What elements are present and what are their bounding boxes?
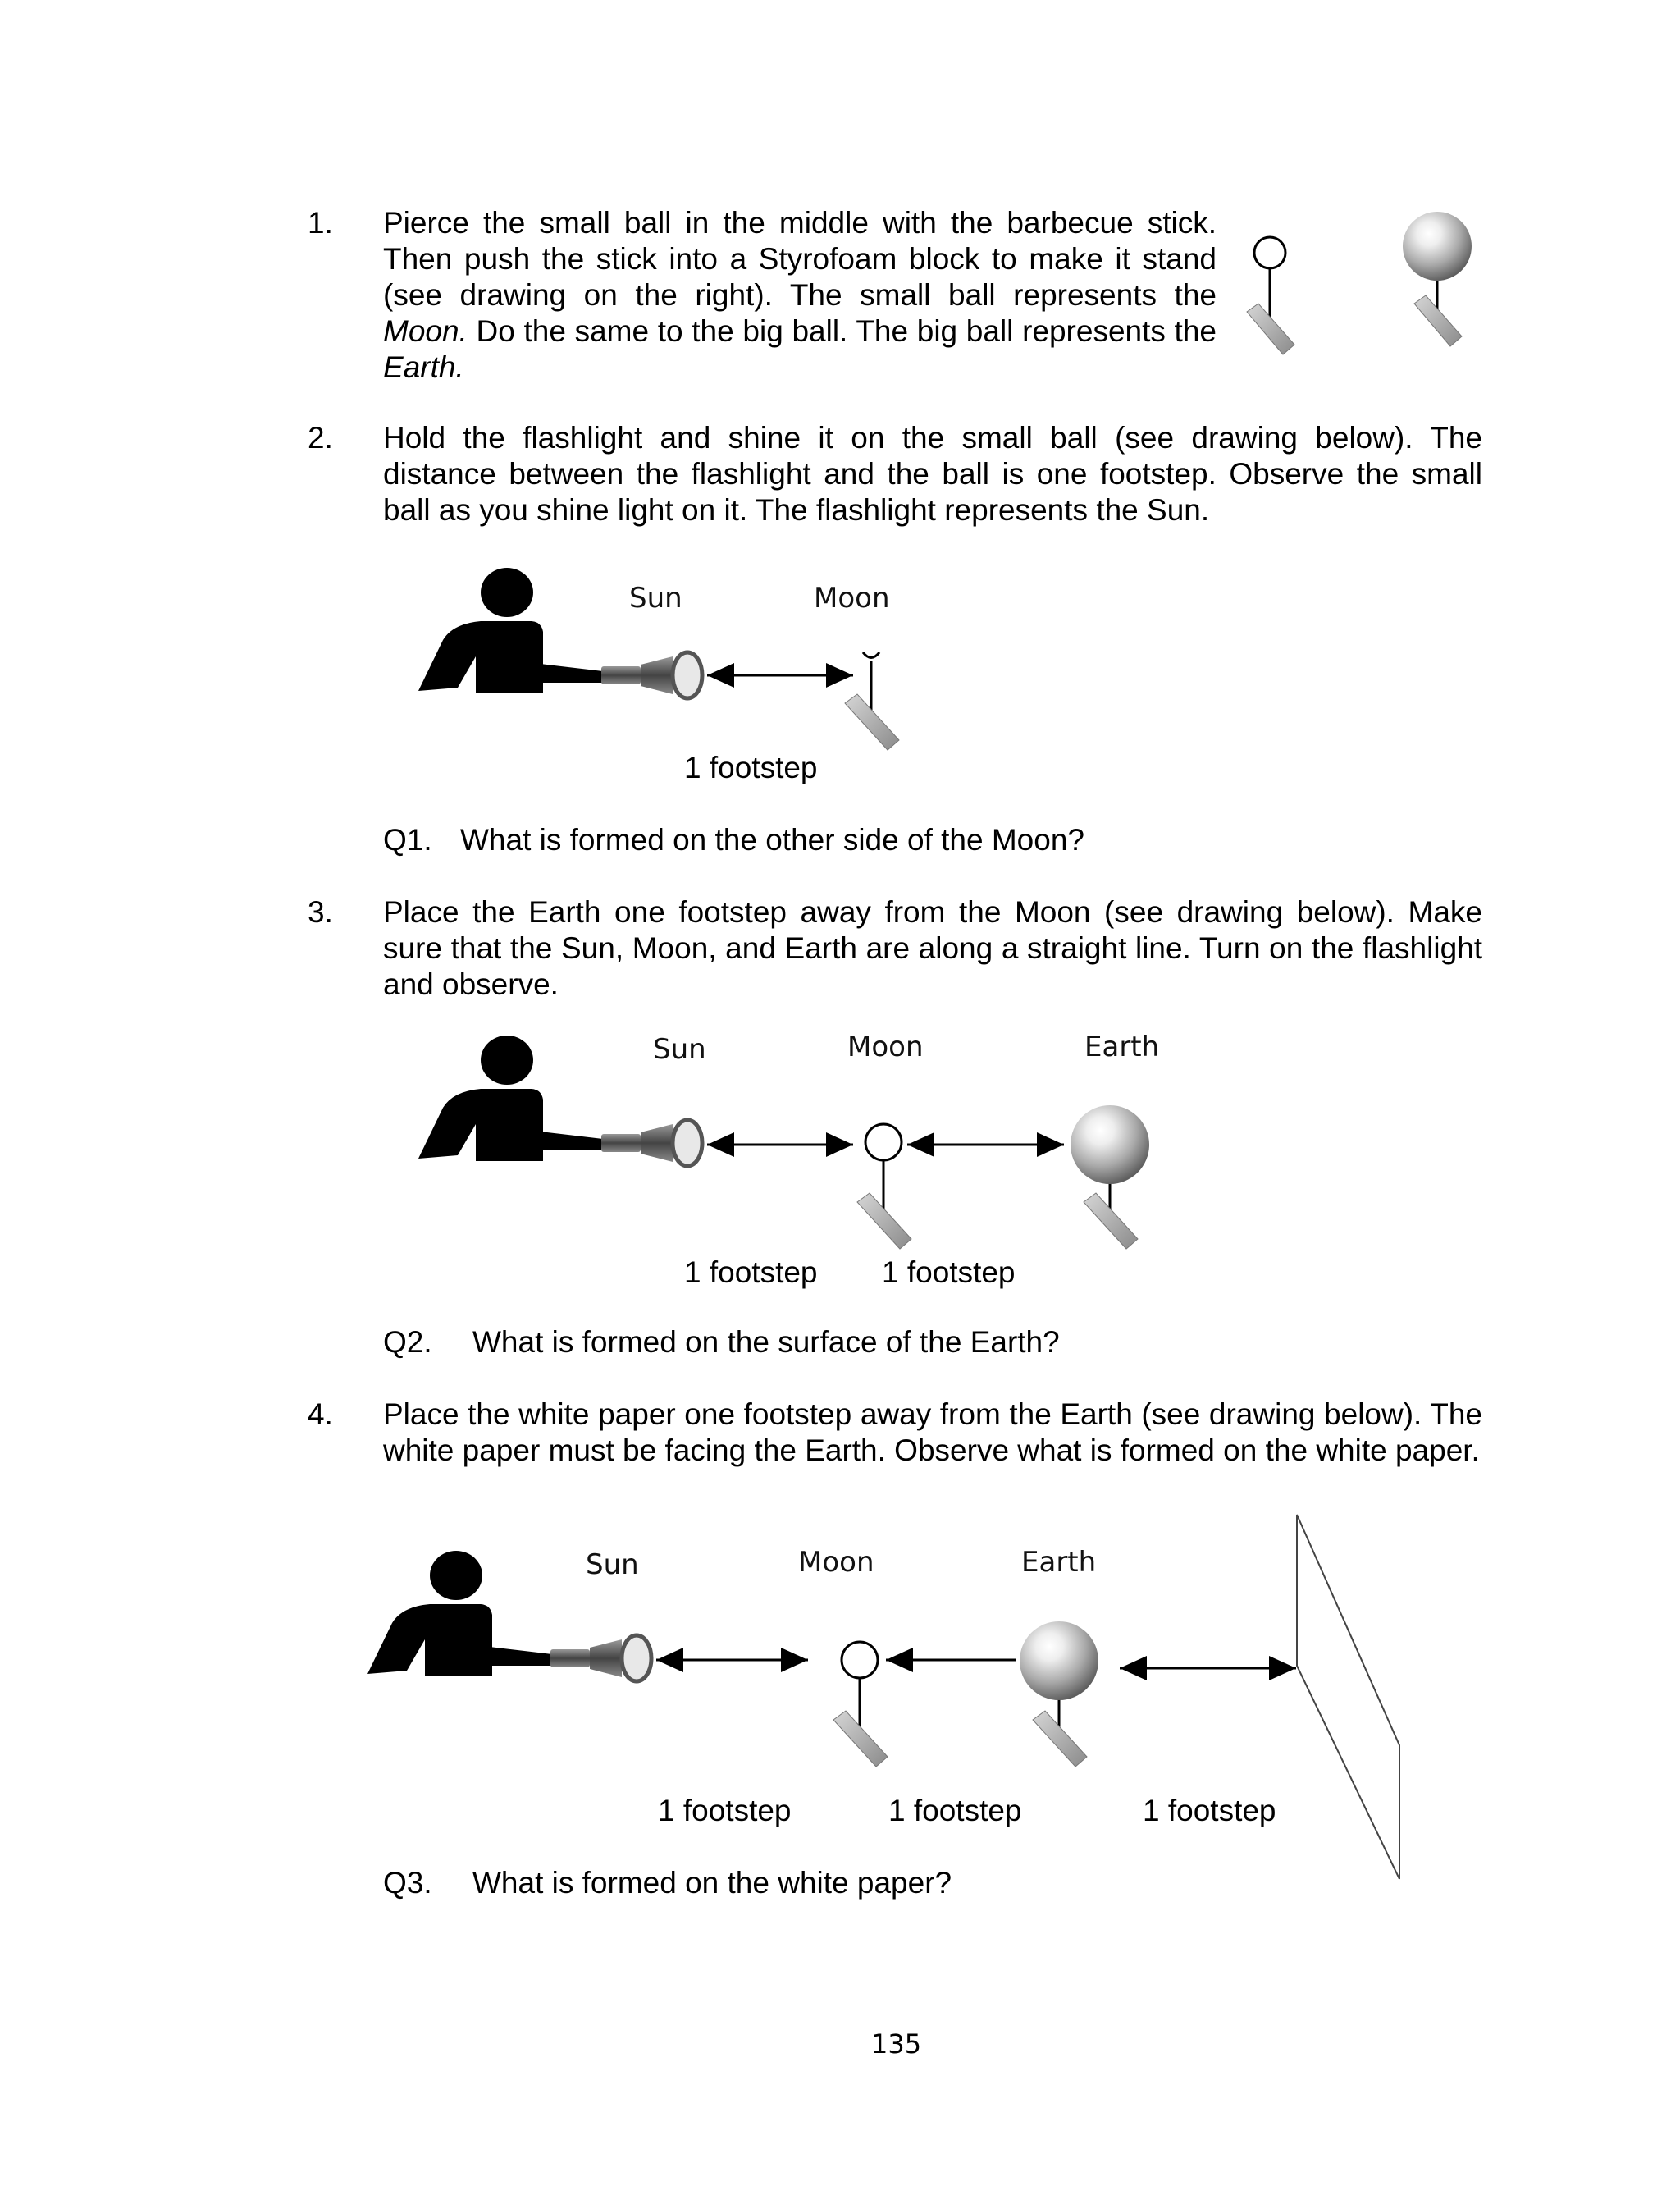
step-2-number: 2. (308, 421, 333, 455)
question-2-number: Q2. (383, 1325, 432, 1359)
figure-2-moon-label: Moon (847, 1031, 924, 1063)
step-1-text-a: Pierce the small ball in the middle with the barbecue stick. Then push the stick into a Styrofoam block to make it stand (see drawing on the right). The small ball represents the (383, 206, 1217, 312)
step-3-number: 3. (308, 895, 333, 929)
figure-2-earth-label: Earth (1084, 1031, 1160, 1063)
step-1-number: 1. (308, 206, 333, 240)
flashlight (550, 1635, 651, 1681)
figure-3-earth-label: Earth (1021, 1546, 1097, 1579)
question-3-text: What is formed on the white paper? (472, 1866, 952, 1900)
question-1-number: Q1. (383, 823, 432, 857)
step-4-number: 4. (308, 1397, 333, 1431)
step-1-text-b: Do the same to the big ball. The big ball represents the (467, 314, 1217, 348)
step-1-italic-earth: Earth. (383, 350, 464, 384)
step-3-text: Place the Earth one footstep away from the Moon (see drawing below). Make sure that the Sun, Moon, and Earth are along a straight line. Turn on the flashlight and observe. (383, 895, 1482, 1001)
moon-on-stick (833, 1642, 888, 1767)
figure-1-moon-label: Moon (814, 582, 890, 615)
figure-3-sun-label: Sun (586, 1548, 639, 1581)
figure-3-moon-label: Moon (798, 1546, 874, 1579)
question-2-text: What is formed on the surface of the Earth? (472, 1325, 1060, 1359)
question-1-text: What is formed on the other side of the Moon? (460, 823, 1084, 857)
figure-3-distance-1: 1 footstep (658, 1794, 792, 1827)
step-1-italic-moon: Moon. (383, 314, 468, 348)
figure-3-distance-2: 1 footstep (888, 1794, 1022, 1827)
figure-2-distance-2: 1 footstep (882, 1255, 1016, 1289)
earth-on-stick (1020, 1621, 1098, 1767)
figure-2-distance-1: 1 footstep (684, 1255, 818, 1289)
figure-2-sun-label: Sun (653, 1033, 706, 1066)
question-3-number: Q3. (383, 1866, 432, 1900)
figure-1-sun-label: Sun (629, 582, 682, 615)
step-2-text: Hold the flashlight and shine it on the small ball (see drawing below). The distance between the flashlight and the ball is one footstep. Observe the small ball as you shine light on it. The flashlight represents the Sun. (383, 421, 1482, 527)
page-number: 135 (871, 2028, 922, 2060)
figure-3-distance-3: 1 footstep (1143, 1794, 1276, 1827)
step-4-text: Place the white paper one footstep away from the Earth (see drawing below). The white paper must be facing the Earth. Observe what is formed on the white paper. (383, 1397, 1482, 1467)
figure-1-distance-label: 1 footstep (684, 751, 818, 784)
person-silhouette (368, 1551, 552, 1676)
white-paper (1297, 1515, 1399, 1879)
